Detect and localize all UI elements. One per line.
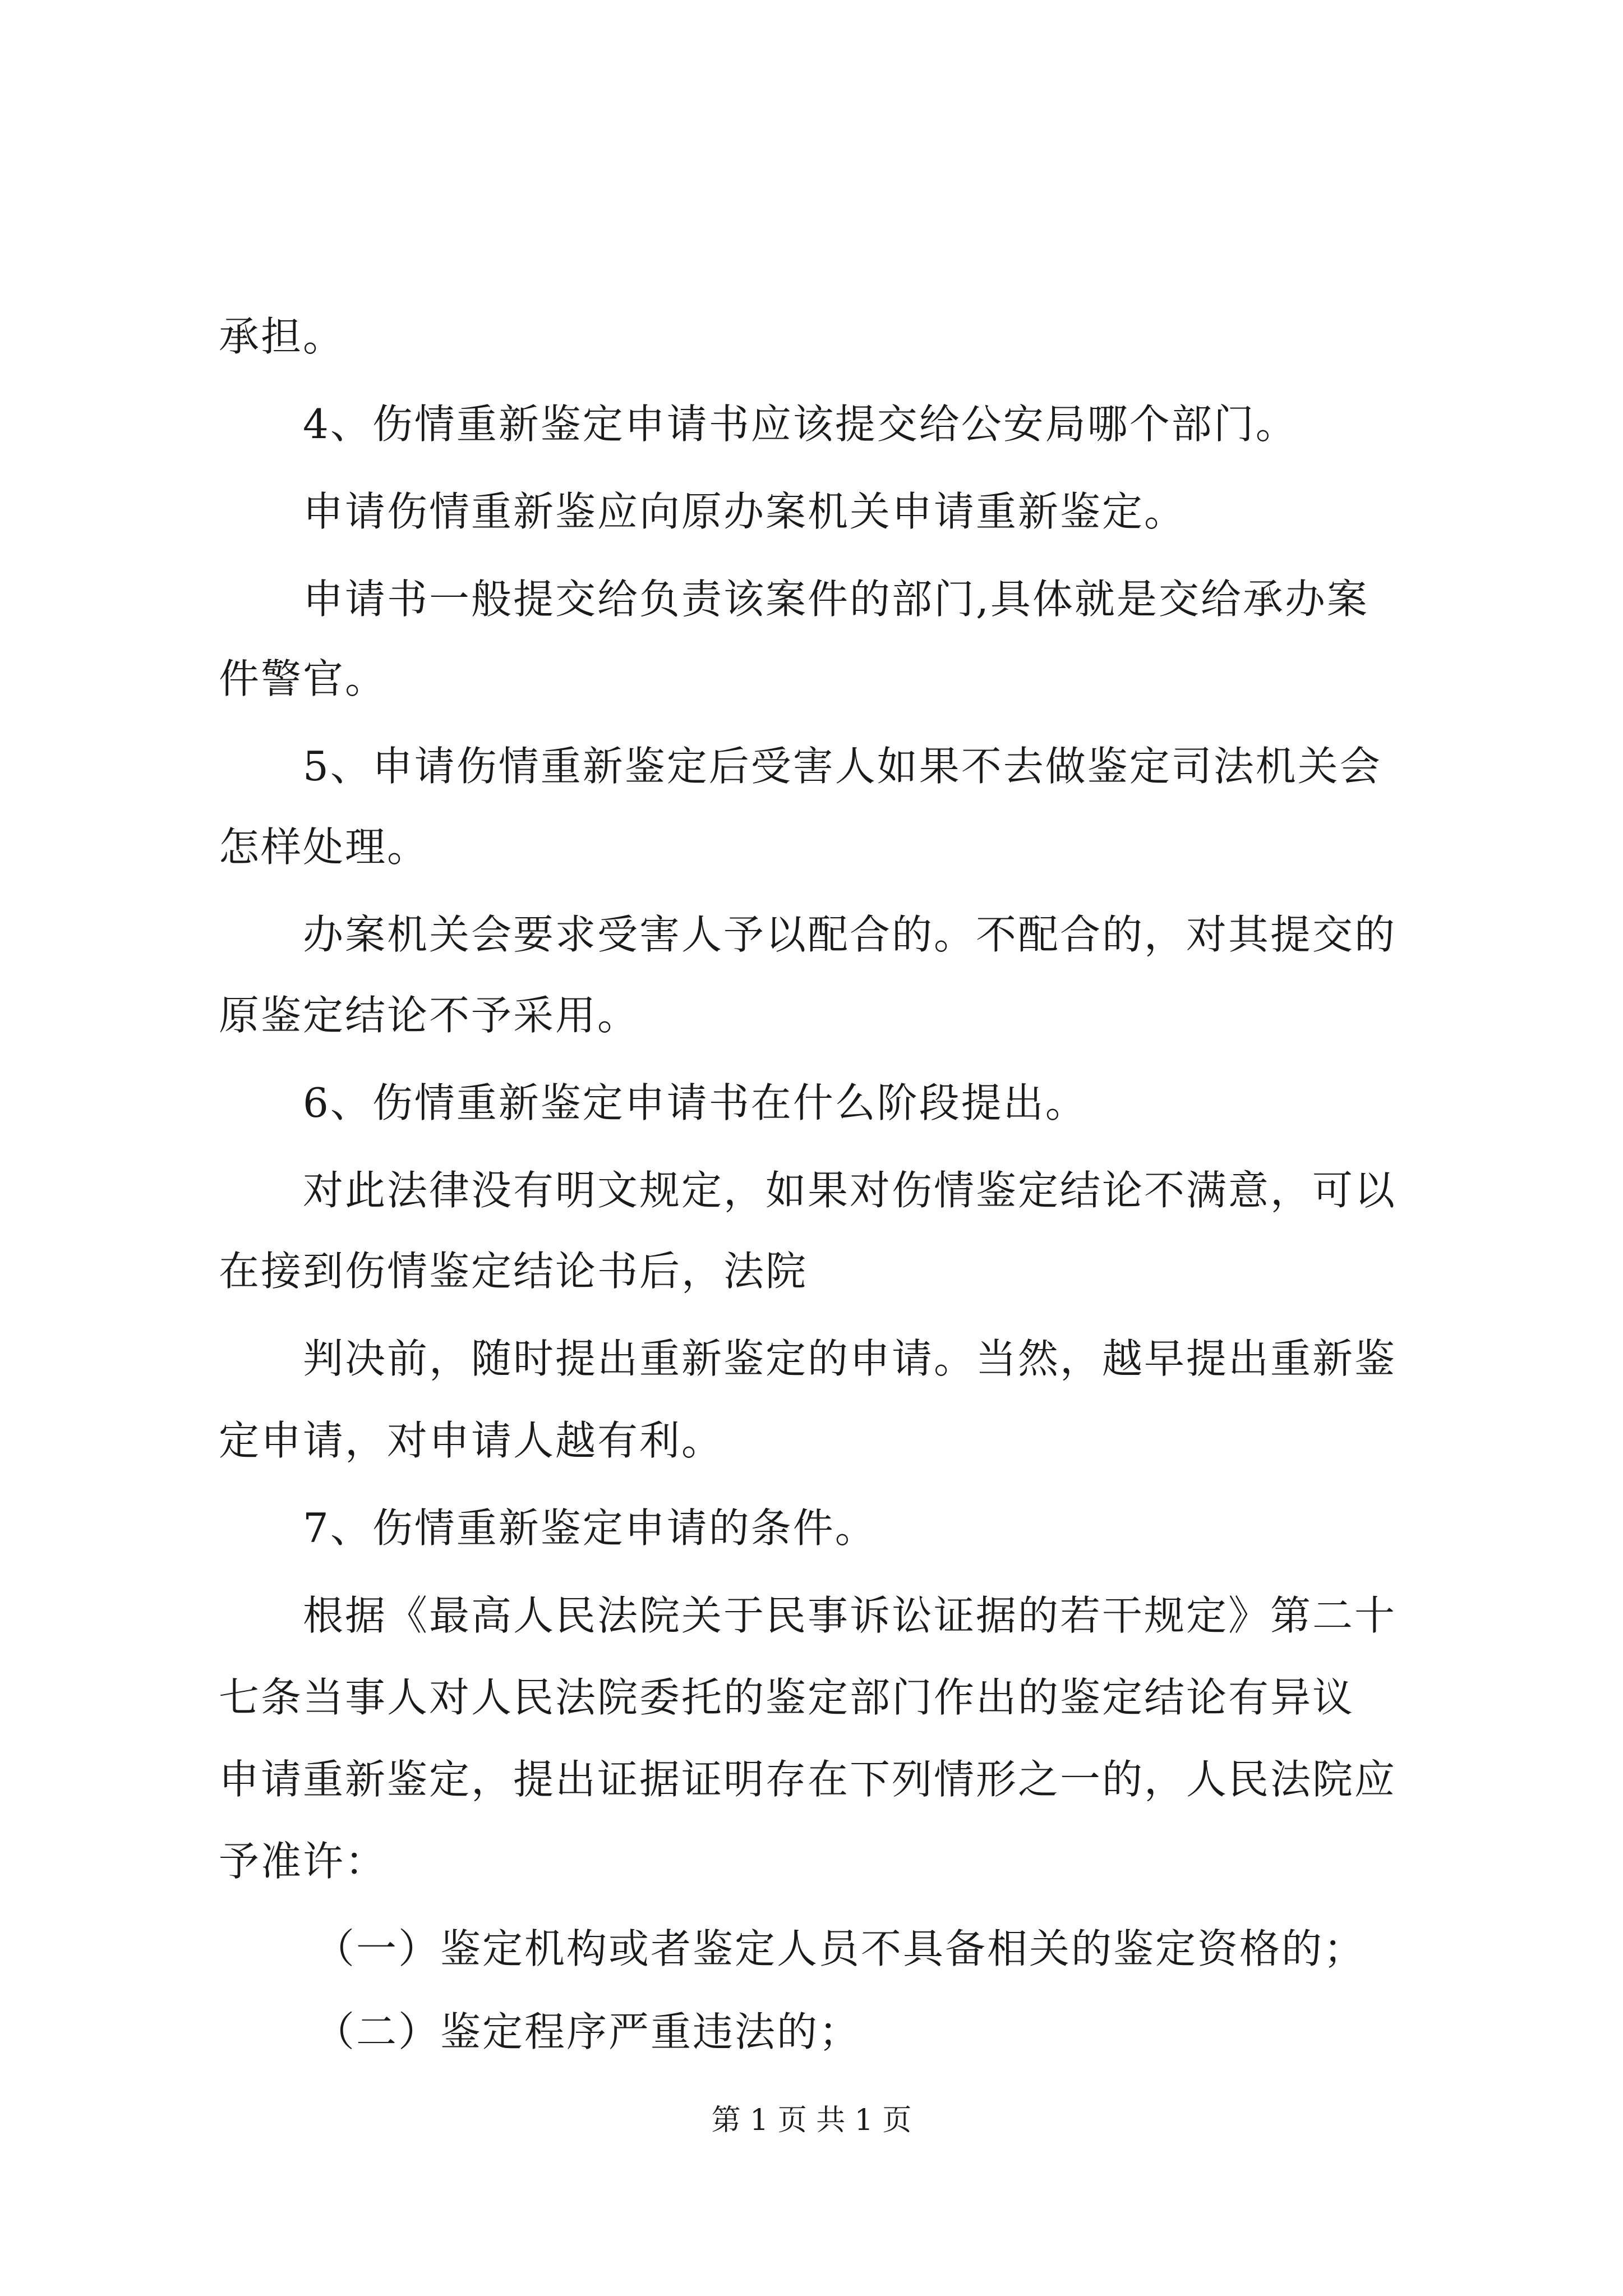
text-line: 4、伤情重新鉴定申请书应该提交给公安局哪个部门。 xyxy=(303,401,1298,448)
text-line: 申请伤情重新鉴应向原办案机关申请重新鉴定。 xyxy=(303,488,1187,535)
text-line: 申请重新鉴定，提出证据证明存在下列情形之一的，人民法院应 xyxy=(219,1756,1397,1803)
text-line: 予准许： xyxy=(219,1838,388,1885)
page-number-footer: 第 1 页 共 1 页 xyxy=(711,2104,912,2137)
text-line: 根据《最高人民法院关于民事诉讼证据的若干规定》第二十 xyxy=(303,1592,1397,1639)
text-line: （一）鉴定机构或者鉴定人员不具备相关的鉴定资格的； xyxy=(314,1925,1366,1972)
text-line: 6、伤情重新鉴定申请书在什么阶段提出。 xyxy=(303,1079,1087,1126)
text-line: 七条当事人对人民法院委托的鉴定部门作出的鉴定结论有异议 xyxy=(219,1674,1355,1721)
text-line: 在接到伤情鉴定结论书后，法院 xyxy=(219,1248,808,1295)
text-line: 判决前，随时提出重新鉴定的申请。当然，越早提出重新鉴 xyxy=(303,1335,1397,1382)
text-line: 怎样处理。 xyxy=(219,823,430,871)
text-line: （二）鉴定程序严重违法的； xyxy=(314,2008,861,2055)
text-line: 5、申请伤情重新鉴定后受害人如果不去做鉴定司法机关会 xyxy=(303,743,1382,790)
text-line: 定申请，对申请人越有利。 xyxy=(219,1417,724,1464)
text-line: 原鉴定结论不予采用。 xyxy=(219,992,640,1039)
text-line: 办案机关会要求受害人予以配合的。不配合的，对其提交的 xyxy=(303,911,1397,958)
text-line: 对此法律没有明文规定，如果对伤情鉴定结论不满意，可以 xyxy=(303,1167,1397,1214)
text-line: 7、伤情重新鉴定申请的条件。 xyxy=(303,1504,877,1552)
text-line: 承担。 xyxy=(219,313,345,360)
text-line: 申请书一般提交给负责该案件的部门,具体就是交给承办案 xyxy=(303,576,1369,623)
text-line: 件警官。 xyxy=(219,655,388,702)
